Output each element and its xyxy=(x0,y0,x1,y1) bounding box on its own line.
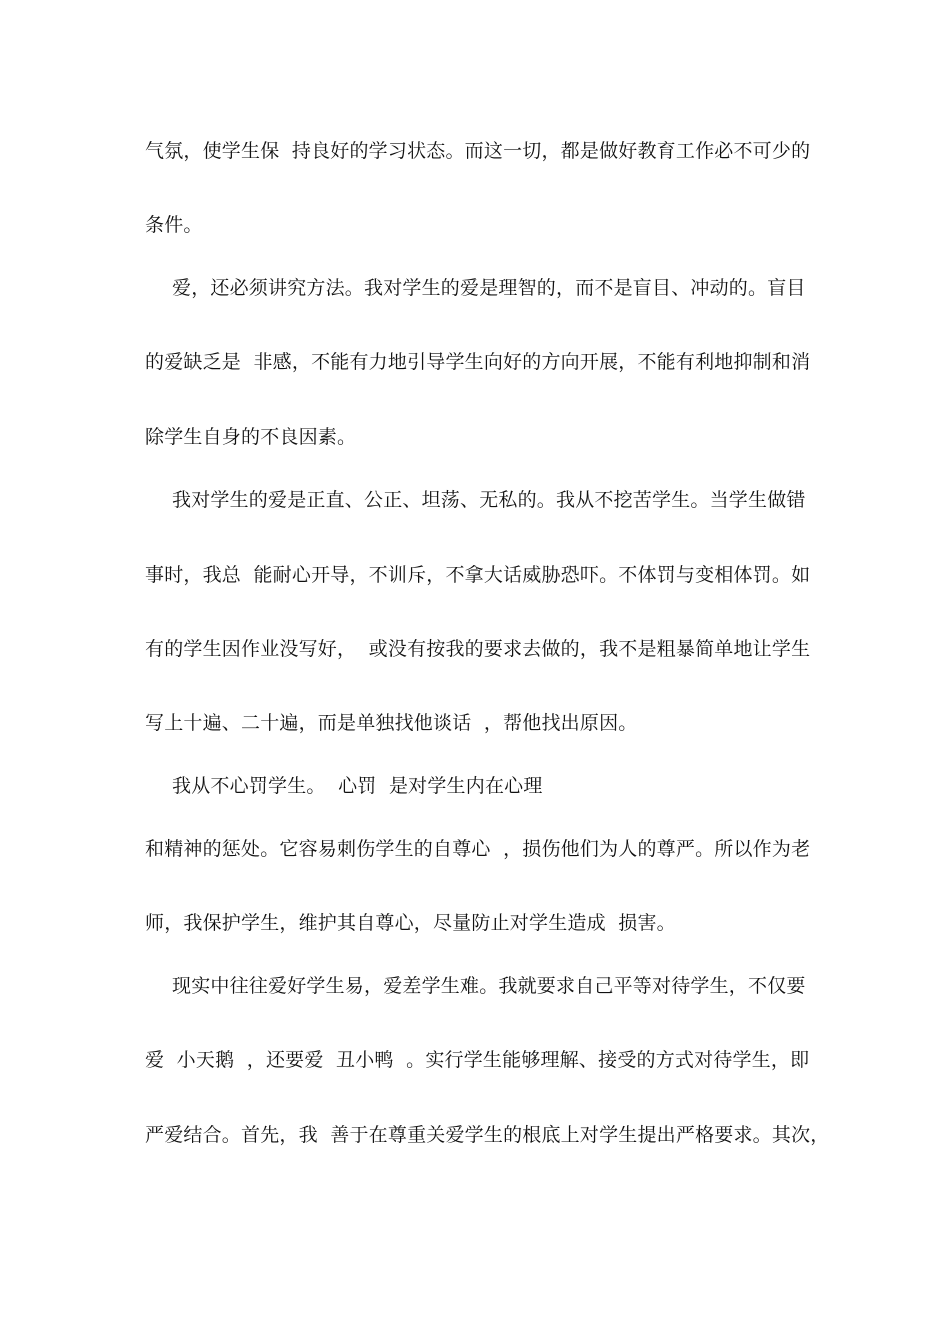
text-line-15: 严爱结合。首先，我 善于在尊重关爱学生的根底上对学生提出严格要求。其次， xyxy=(145,1124,830,1146)
text-line-9: 写上十遍、二十遍，而是单独找他谈话 ，帮他找出原因。 xyxy=(145,712,638,734)
text-line-12: 师，我保护学生，维护其自尊心，尽量防止对学生造成 损害。 xyxy=(145,912,676,934)
text-line-7: 事时，我总 能耐心开导，不训斥，不拿大话威胁恐吓。不体罚与变相体罚。如 xyxy=(145,564,811,586)
text-line-4: 的爱缺乏是 非感，不能有力地引导学生向好的方向开展，不能有利地抑制和消 xyxy=(145,351,811,373)
text-line-13: 现实中往往爱好学生易，爱差学生难。我就要求自己平等对待学生，不仅要 xyxy=(172,975,806,997)
text-line-6: 我对学生的爱是正直、公正、坦荡、无私的。我从不挖苦学生。当学生做错 xyxy=(172,489,806,511)
text-line-11: 和精神的惩处。它容易刺伤学生的自尊心 ，损伤他们为人的尊严。所以作为老 xyxy=(145,838,811,860)
text-line-5: 除学生自身的不良因素。 xyxy=(145,426,357,448)
text-line-14: 爱 小天鹅 ，还要爱 丑小鸭 。实行学生能够理解、接受的方式对待学生，即 xyxy=(145,1049,810,1071)
text-line-3: 爱，还必须讲究方法。我对学生的爱是理智的，而不是盲目、冲动的。盲目 xyxy=(172,277,806,299)
text-line-1: 气氛，使学生保 持良好的学习状态。而这一切，都是做好教育工作必不可少的 xyxy=(145,140,811,162)
text-line-8: 有的学生因作业没写好， 或没有按我的要求去做的，我不是粗暴简单地让学生 xyxy=(145,638,811,660)
text-line-2: 条件。 xyxy=(145,214,203,236)
text-line-10: 我从不心罚学生。 心罚 是对学生内在心理 xyxy=(172,775,543,797)
